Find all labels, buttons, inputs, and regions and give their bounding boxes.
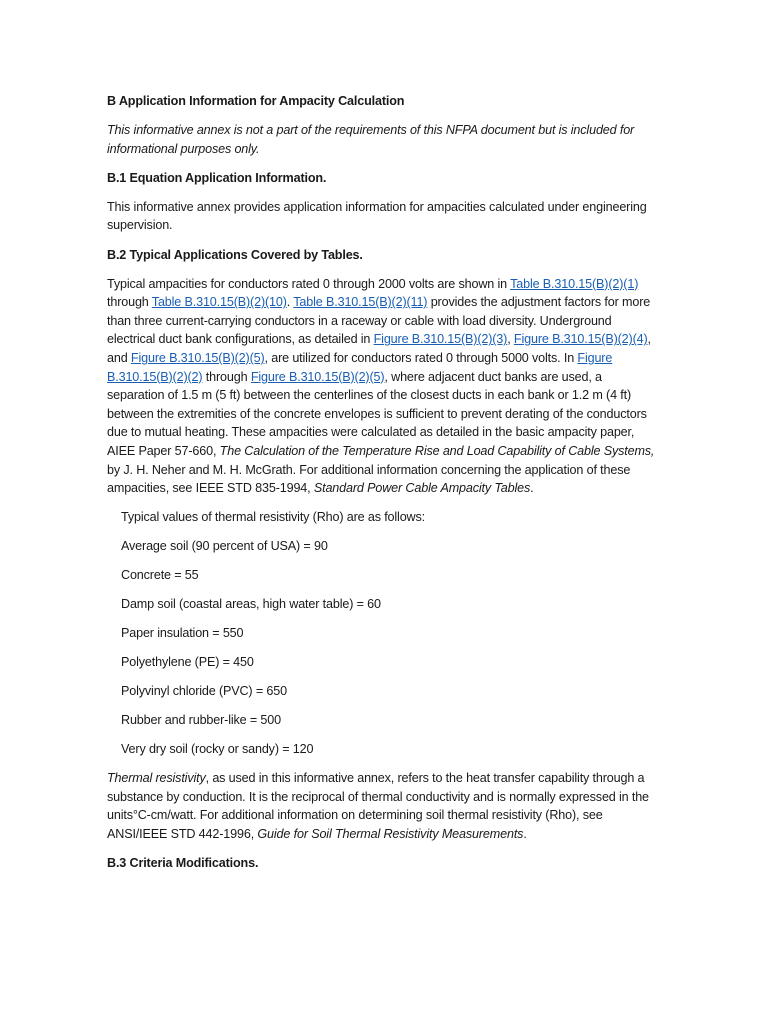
standard-title: Standard Power Cable Ampacity Tables (313, 481, 531, 496)
link-figure-b310-15-b-2-3[interactable]: Figure B.310.15(B)(2)(3) (373, 332, 508, 347)
informative-note: This informative annex is not a part of the requirements of this NFPA document but is included for informational purposes only. (107, 123, 635, 156)
section-b3-heading: B.3 Criteria Modifications. (107, 856, 259, 871)
text-segment: Typical ampacities for conductors rated 0 through 2000 volts are shown in (107, 276, 511, 291)
section-b2-heading: B.2 Typical Applications Covered by Tables. (107, 247, 363, 262)
link-figure-b310-15-b-2-4[interactable]: Figure B.310.15(B)(2)(4) (513, 332, 648, 347)
rho-list-item: Damp soil (coastal areas, high water table) = 60 (121, 597, 381, 612)
text-segment: , as used in this informative annex, refers to the heat transfer capability through a substance by conduction. It is the reciprocal of thermal conductivity and is normally expressed in the units°C-cm/watt. For additional information on determining soil thermal resistivity (Rho), see ANSI/IEEE STD 442-1996, (107, 771, 649, 841)
text-segment: , are utilized for conductors rated 0 through 5000 volts. In (264, 351, 578, 366)
text-segment: . (286, 295, 294, 310)
rho-list-item: Polyethylene (PE) = 450 (121, 655, 254, 670)
link-figure-b310-15-b-2-5[interactable]: Figure B.310.15(B)(2)(5) (130, 351, 265, 366)
term-thermal-resistivity: Thermal resistivity (107, 771, 206, 786)
text-segment: through (202, 369, 251, 384)
text-segment: by J. H. Neher and M. H. McGrath. For additional information concerning the application of these ampacities, see IEEE STD 835-1994, (107, 462, 631, 496)
rho-list-item: Rubber and rubber-like = 500 (121, 713, 281, 728)
text-segment: , where adjacent duct banks are used, a separation of 1.5 m (5 ft) between the centerlines of the closest ducts in each bank or 1.2 m (4 ft) between the extremities of the concrete envelopes is sufficient to prevent derating of the conductors due to mutual heating. These ampacities were calculated as detailed in the basic ampacity paper, AIEE Paper 57-660, (107, 369, 647, 458)
rho-list-item: Concrete = 55 (121, 568, 199, 583)
guide-title: Guide for Soil Thermal Resistivity Measurements (257, 826, 524, 841)
annex-content (107, 92, 661, 883)
rho-intro: Typical values of thermal resistivity (Rho) are as follows: (121, 510, 426, 525)
rho-list-item: Average soil (90 percent of USA) = 90 (121, 539, 328, 554)
link-table-b310-15-b-2-11[interactable]: Table B.310.15(B)(2)(11) (293, 295, 428, 310)
paper-title: The Calculation of the Temperature Rise and Load Capability of Cable Systems, (219, 444, 655, 458)
rho-list-item: Paper insulation = 550 (121, 626, 244, 641)
thermal-resistivity-list (107, 508, 661, 758)
section-b2-paragraph-2 (107, 769, 661, 843)
text-segment: . (523, 826, 527, 841)
text-segment: . (530, 481, 534, 496)
section-b1-body: This informative annex provides application information for ampacities calculated under engineering supervision. (107, 199, 647, 233)
annex-title: B Application Information for Ampacity Calculation (107, 94, 405, 108)
link-figure-b310-15-b-2-5-second[interactable]: Figure B.310.15(B)(2)(5) (250, 369, 385, 384)
rho-list-item: Polyvinyl chloride (PVC) = 650 (121, 684, 287, 699)
text-segment: through (107, 295, 152, 310)
rho-list-item: Very dry soil (rocky or sandy) = 120 (121, 742, 314, 757)
text-segment: , and (107, 332, 651, 366)
text-segment: , (507, 332, 514, 347)
link-figure-b310-15-b-2-2[interactable]: Figure B.310.15(B)(2)(2) (107, 351, 613, 384)
section-b2-paragraph-1 (107, 275, 661, 498)
link-table-b310-15-b-2-10[interactable]: Table B.310.15(B)(2)(10) (151, 295, 287, 310)
link-table-b310-15-b-2-1[interactable]: Table B.310.15(B)(2)(1) (510, 276, 639, 291)
section-b1-heading: B.1 Equation Application Information. (107, 170, 327, 185)
text-segment: provides the adjustment factors for more than three current-carrying conductors in a raceway or cable with load diversity. Underground electrical duct bank configurations, as detailed in (107, 295, 651, 347)
